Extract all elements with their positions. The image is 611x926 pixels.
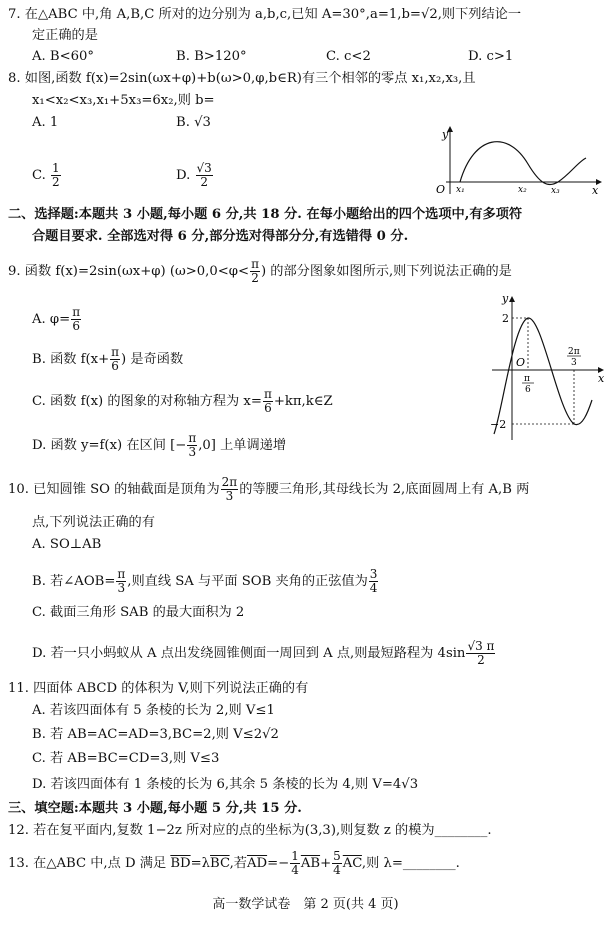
q7-option-a: A. B<60°: [32, 49, 95, 64]
q10-option-b-den2: 4: [369, 581, 378, 595]
q13-vector-ab: $\overline{AB}$: [300, 856, 321, 871]
q9-top-label: 2: [502, 312, 509, 325]
q8-x3-label: x₃: [551, 186, 560, 196]
q9-stem-den: 2: [251, 271, 259, 285]
q9-option-d-a: D. 函数 y=f(x) 在区间 [−: [32, 438, 187, 453]
q9-stem-b: ) 的部分图象如图所示,则下列说法正确的是: [260, 264, 512, 279]
q7-option-b: B. B>120°: [176, 49, 247, 64]
q10-stem-line2: 点,下列说法正确的有: [32, 515, 155, 530]
q12-stem: 12. 若在复平面内,复数 1−2z 所对应的点的坐标为(3,3),则复数 z 的模为________.: [8, 823, 492, 838]
q9-option-d-num: π: [188, 431, 197, 445]
q9-option-d-den: 3: [188, 445, 197, 459]
q9-option-b-num: π: [111, 345, 120, 359]
q11-stem: 11. 四面体 ABCD 的体积为 V,则下列说法正确的有: [8, 681, 309, 696]
q9-stem-a: 9. 函数 f(x)=2sin(ωx+φ) (ω>0,0<φ<: [8, 264, 250, 279]
q8-option-c: [32, 162, 62, 189]
q9-option-a-den: 6: [72, 319, 80, 333]
q8-graph: [432, 124, 602, 198]
q9-option-d: [32, 432, 286, 459]
q10-stem-line1: [8, 476, 529, 503]
q10-option-d-a: D. 若一只小蚂蚁从 A 点出发绕圆锥侧面一周回到 A 点,则最短路程为 4sin: [32, 646, 466, 661]
q9-option-c-fraction: [263, 388, 273, 415]
q8-option-c-den: 2: [52, 175, 60, 189]
q9-y-arrow: [509, 296, 515, 302]
q10-option-d-num: √3 π: [467, 639, 495, 653]
q9-x-label: x: [598, 372, 605, 385]
q10-option-b-b: ,则直线 SA 与平面 SOB 夹角的正弦值为: [127, 574, 368, 589]
q9-option-c-num: π: [263, 387, 272, 401]
q13-part-a: 13. 在△ABC 中,点 D 满足: [8, 856, 167, 871]
q8-y-label: y: [442, 128, 449, 141]
q9-pi6-den: 6: [525, 385, 531, 395]
q11-option-b: B. 若 AB=AC=AD=3,BC=2,则 V≤2√2: [32, 727, 279, 742]
q7-stem-line1: 7. 在△ABC 中,角 A,B,C 所对的边分别为 a,b,c,已知 A=30°,a=1,b=√2,则下列结论一: [8, 7, 522, 22]
section2-header-line2: 合题目要求. 全部选对得 6 分,部分选对得部分分,有选错得 0 分.: [32, 229, 409, 244]
q11-option-d: D. 若该四面体有 1 条棱的长为 6,其余 5 条棱的长为 4,则 V=4√3: [32, 777, 419, 792]
q8-option-d: [176, 162, 214, 189]
q10-stem-fraction: [221, 476, 239, 503]
q8-x1-label: x₁: [456, 185, 465, 195]
q9-option-b-a: B. 函数 f(x+: [32, 352, 110, 367]
q7-option-c: C. c<2: [326, 49, 371, 64]
q8-option-d-label: D.: [176, 168, 191, 183]
q10-option-b-num1: π: [117, 567, 126, 581]
q13-vector-bc: $\overline{BC}$: [210, 856, 230, 871]
q10-option-d: [32, 640, 496, 667]
q8-x2-label: x₂: [518, 185, 527, 195]
q9-stem: [8, 258, 512, 285]
q8-option-c-num: 1: [52, 161, 60, 175]
q10-option-d-den: 2: [477, 653, 485, 667]
q10-option-b-num2: 3: [369, 567, 378, 581]
section2-header-line1: 二、选择题:本题共 3 小题,每小题 6 分,共 18 分. 在每小题给出的四个选项中,有多项符: [8, 207, 523, 222]
q8-stem-line1: 8. 如图,函数 f(x)=2sin(ωx+φ)+b(ω>0,φ,b∈R)有三个相邻的零点 x₁,x₂,x₃,且: [8, 71, 476, 86]
q9-option-a-num: π: [72, 305, 81, 319]
q8-option-c-label: C.: [32, 168, 46, 183]
q9-2pi3-den: 3: [571, 358, 577, 368]
q8-x-label: x: [592, 184, 599, 197]
q9-origin-label: O: [516, 356, 526, 369]
q9-option-a-fraction: [71, 306, 81, 333]
q9-option-b: [32, 346, 183, 373]
q8-option-d-fraction: [196, 162, 213, 189]
q9-stem-num: π: [251, 257, 259, 271]
q9-pi6-num: π: [524, 374, 530, 384]
q9-option-c: [32, 388, 333, 415]
q10-stem-a: 10. 已知圆锥 SO 的轴截面是顶角为: [8, 482, 220, 497]
q10-option-c: C. 截面三角形 SAB 的最大面积为 2: [32, 605, 245, 620]
q9-2pi3-num: 2π: [568, 347, 580, 357]
q9-option-b-b: ) 是奇函数: [121, 352, 184, 367]
q11-option-a: A. 若该四面体有 5 条棱的长为 2,则 V≤1: [32, 703, 275, 718]
q9-option-c-b: +kπ,k∈Z: [273, 394, 333, 409]
q13-fraction1-den: 4: [291, 863, 299, 877]
q8-option-c-fraction: [51, 162, 61, 189]
q10-option-d-fraction: [466, 640, 495, 667]
q9-option-d-fraction: [187, 432, 197, 459]
q8-option-a: A. 1: [32, 115, 59, 130]
q9-option-d-b: ,0] 上单调递增: [198, 438, 287, 453]
q8-origin-label: O: [436, 183, 446, 196]
section3-header: 三、填空题:本题共 3 小题,每小题 5 分,共 15 分.: [8, 801, 302, 816]
q13-part-b: ,若: [229, 856, 247, 871]
q13-fraction2-den: 4: [333, 863, 341, 877]
q10-option-b-den1: 3: [117, 581, 126, 595]
q10-stem-b: 的等腰三角形,其母线长为 2,底面圆周上有 A,B 两: [239, 482, 530, 497]
q9-bottom-label: −2: [490, 418, 507, 431]
q13-vector-ac: $\overline{AC}$: [342, 856, 362, 871]
q9-option-c-a: C. 函数 f(x) 的图象的对称轴方程为 x=: [32, 394, 262, 409]
q9-option-a-label: A. φ=: [32, 312, 71, 327]
q10-stem-num: 2π: [221, 475, 238, 489]
page-footer: 高一数学试卷 第 2 页(共 4 页): [212, 897, 399, 912]
q8-option-d-num: √3: [196, 161, 212, 175]
q8-option-d-den: 2: [200, 175, 208, 189]
q13-eq2: =−: [267, 856, 290, 871]
q7-option-d: D. c>1: [468, 49, 514, 64]
q13-stem: [8, 850, 460, 877]
q13-part-c: ,则 λ=________.: [361, 856, 460, 871]
q9-option-b-fraction: [110, 346, 120, 373]
q13-fraction2-num: 5: [333, 849, 341, 863]
q13-vector-ad: $\overline{AD}$: [246, 856, 268, 871]
q7-stem-line2: 定正确的是: [32, 28, 98, 43]
q10-option-a: A. SO⊥AB: [32, 537, 102, 552]
q8-stem-line2: x₁<x₂<x₃,x₁+5x₃=6x₂,则 b=: [32, 93, 215, 108]
q9-option-c-den: 6: [264, 401, 272, 415]
q11-option-c: C. 若 AB=BC=CD=3,则 V≤3: [32, 751, 220, 766]
q10-option-b-a: B. 若∠AOB=: [32, 574, 116, 589]
q10-option-b-fraction2: [369, 568, 379, 595]
q9-option-a: [32, 306, 82, 333]
q13-plus: +: [320, 856, 332, 871]
q13-fraction1-num: 1: [291, 849, 299, 863]
q8-curve: [460, 142, 586, 185]
q9-curve: [494, 318, 592, 434]
q9-option-b-den: 6: [111, 359, 119, 373]
q13-eq1: =λ: [190, 856, 211, 871]
q9-stem-fraction: [250, 258, 260, 285]
q10-option-b-fraction1: [116, 568, 126, 595]
q13-fraction2: [332, 850, 342, 877]
q13-vector-bd: $\overline{BD}$: [170, 856, 191, 871]
q9-graph: [488, 292, 606, 442]
q9-y-label: y: [502, 292, 509, 305]
q13-fraction1: [290, 850, 300, 877]
q10-stem-den: 3: [225, 489, 234, 503]
q10-option-b: [32, 568, 379, 595]
q8-option-b: B. √3: [176, 115, 211, 130]
